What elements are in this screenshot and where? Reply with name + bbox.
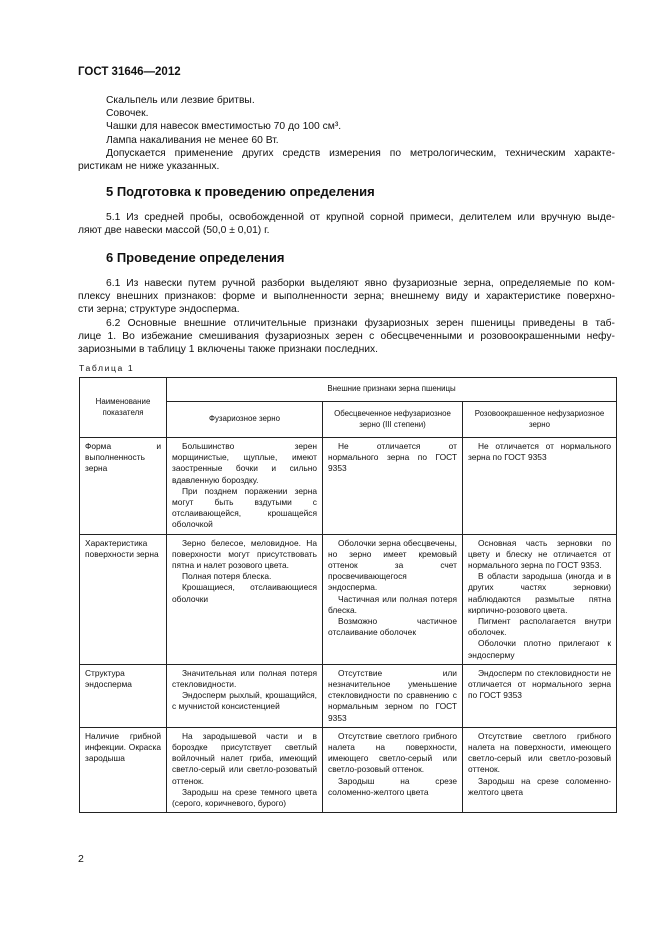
- table-header-name: Наименование показателя: [80, 378, 167, 438]
- paragraph-line: лице 1. Во избежание смешивания фузариозных зерен с обесцвеченными и розовоокрашенными нефу-: [78, 331, 615, 343]
- feature-cell-col2: [323, 438, 463, 535]
- feature-text: Возможно частичное отслаивание оболочек: [328, 616, 457, 638]
- table-header-fusarium: Фузариозное зерно: [167, 402, 323, 438]
- indicator-name-cell: [80, 664, 167, 727]
- feature-text: Основная часть зерновки по цвету и блеску не отличается от нормального зерна по ГОСТ 9353.: [468, 537, 612, 571]
- feature-cell-col3: [463, 664, 617, 727]
- section-6-heading: 6 Проведение определения: [106, 250, 285, 265]
- indicator-name-cell: [80, 438, 167, 535]
- table-row: [80, 727, 617, 812]
- table-header-bleached: Обесцвеченное нефузариозное зерно (III степени): [323, 402, 463, 438]
- equipment-line: Лампа накаливания не менее 60 Вт.: [106, 134, 279, 146]
- paragraph-line: зариозными в таблицу 1 включены также признаки последних.: [78, 344, 379, 356]
- feature-text: Эндосперм рыхлый, крошащийся, с мучнистой консистенцией: [172, 690, 317, 712]
- feature-text: Крошащиеся, отслаивающиеся оболочки: [172, 582, 317, 604]
- paragraph-line: 6.1 Из навески путем ручной разборки выделяют явно фузариозные зерна, определяемые по ком-: [106, 278, 615, 289]
- table-header-pink: Розовоокрашенное нефузариозное зерно: [463, 402, 617, 438]
- feature-text: Зародыш на срезе темного цвета (серого, коричневого, бурого): [172, 786, 317, 809]
- paragraph-line: 6.2 Основные внешние отличительные признаки фузариозных зерен пшеницы приведены в таб-: [106, 318, 615, 329]
- feature-cell-col1: [167, 664, 323, 727]
- feature-text: Не отличается от нормального зерна по ГОСТ 9353: [468, 441, 612, 463]
- feature-cell-col2: [323, 534, 463, 664]
- table-header-group: Внешние признаки зерна пшеницы: [167, 378, 617, 402]
- feature-cell-col1: [167, 534, 323, 664]
- paragraph-line: сти зерна; структуре эндосперма.: [78, 304, 240, 316]
- feature-text: На зародышевой части и в бороздке присутствует светлый войлочный налет гриба, имеющий светло-серый или светло-розоватый оттенок.: [172, 730, 317, 786]
- feature-cell-col1: [167, 727, 323, 812]
- feature-text: Эндосперм по стекловидности не отличается от нормального зерна по ГОСТ 9353: [468, 667, 612, 701]
- indicator-name-cell: [80, 727, 167, 812]
- feature-cell-col1: [167, 438, 323, 535]
- feature-text: Пигмент располагается внутри оболочек.: [468, 616, 612, 638]
- feature-text: Оболочки плотно прилегают к эндосперму: [468, 638, 612, 660]
- section-5-paragraph: [78, 211, 615, 237]
- indicator-name-cell: [80, 534, 167, 664]
- paragraph-line: 5.1 Из средней пробы, освобожденной от крупной сорной примеси, делителем или вручную выде-: [106, 212, 615, 223]
- feature-cell-col2: [323, 727, 463, 812]
- section-6-paragraph-2: [78, 317, 615, 357]
- feature-text: Отсутствие или незначительное уменьшение стекловидности по сравнению с нормальным зерном по ГОСТ 9353: [328, 667, 457, 723]
- paragraph-line: плексу внешних признаков: форме и выполненности зерна; внешнему виду и характеристике поверхно-: [78, 291, 615, 303]
- table-row: [80, 438, 617, 535]
- indicator-name: Характеристика поверхности зерна: [85, 537, 159, 559]
- equipment-line: Допускается применение других средств измерения по метрологическим, техническим характе-: [106, 147, 615, 159]
- table-row: [80, 534, 617, 664]
- feature-text: Значительная или полная потеря стекловидности.: [172, 667, 317, 690]
- section-6-paragraph-1: [78, 277, 615, 317]
- equipment-line: Чашки для навесок вместимостью 70 до 100 см³.: [106, 121, 342, 133]
- grain-features-table: [79, 377, 617, 813]
- feature-text: Зародыш на срезе соломенно-желтого цвета: [328, 775, 457, 797]
- paragraph-line: ляют две навески массой (50,0 ± 0,01) г.: [78, 225, 270, 237]
- feature-text: Зародыш на срезе соломенно-желтого цвета: [468, 775, 612, 797]
- equipment-line: Совочек.: [106, 108, 149, 120]
- feature-cell-col2: [323, 664, 463, 727]
- table-row: [80, 664, 617, 727]
- feature-text: Оболочки зерна обесцвечены, но зерно имеет кремовый оттенок за счет просвечивающегося эндосперма.: [328, 537, 457, 593]
- page-number: 2: [78, 853, 84, 865]
- feature-cell-col3: [463, 534, 617, 664]
- table-body: [80, 438, 617, 813]
- indicator-name: Структура эндосперма: [85, 667, 132, 690]
- feature-text: Большинство зерен морщинистые, щуплые, имеют заостренные бочки и сильно вдавленную бороздку.: [172, 441, 317, 485]
- feature-text: При позднем поражении зерна могут быть вздутыми с отслаивающейся, крошащейся оболочкой: [172, 485, 317, 530]
- document-header: ГОСТ 31646—2012: [78, 66, 181, 78]
- feature-cell-col3: [463, 438, 617, 535]
- indicator-name: Наличие грибной инфекции. Окраска зародыша: [85, 730, 161, 764]
- feature-text: Отсутствие светлого грибного налета на поверхности, имеющего светло-серый или светло-розовый оттенок.: [468, 730, 612, 775]
- equipment-list: [78, 94, 615, 173]
- table-caption: Таблица 1: [79, 363, 135, 373]
- feature-text: Полная потеря блеска.: [182, 571, 272, 582]
- feature-text: Не отличается от нормального зерна по ГОСТ 9353: [328, 441, 457, 474]
- feature-cell-col3: [463, 727, 617, 812]
- feature-text: Зерно белесое, меловидное. На поверхности могут присутствовать пятна и налет розового цвета.: [172, 537, 317, 571]
- section-5-heading: 5 Подготовка к проведению определения: [106, 184, 375, 199]
- indicator-name: Форма и выполненность зерна: [85, 441, 161, 474]
- equipment-line: Скальпель или лезвие бритвы.: [106, 95, 255, 106]
- equipment-line: ристикам не ниже указанных.: [78, 161, 220, 173]
- feature-text: Частичная или полная потеря блеска.: [328, 593, 457, 615]
- feature-text: Отсутствие светлого грибного налета на поверхности, имеющего светло-серый или светло-розовый оттенок.: [328, 730, 457, 775]
- feature-text: В области зародыша (иногда и в других частях зерновки) наблюдаются размытые пятна кирпично-розового цвета.: [468, 571, 612, 615]
